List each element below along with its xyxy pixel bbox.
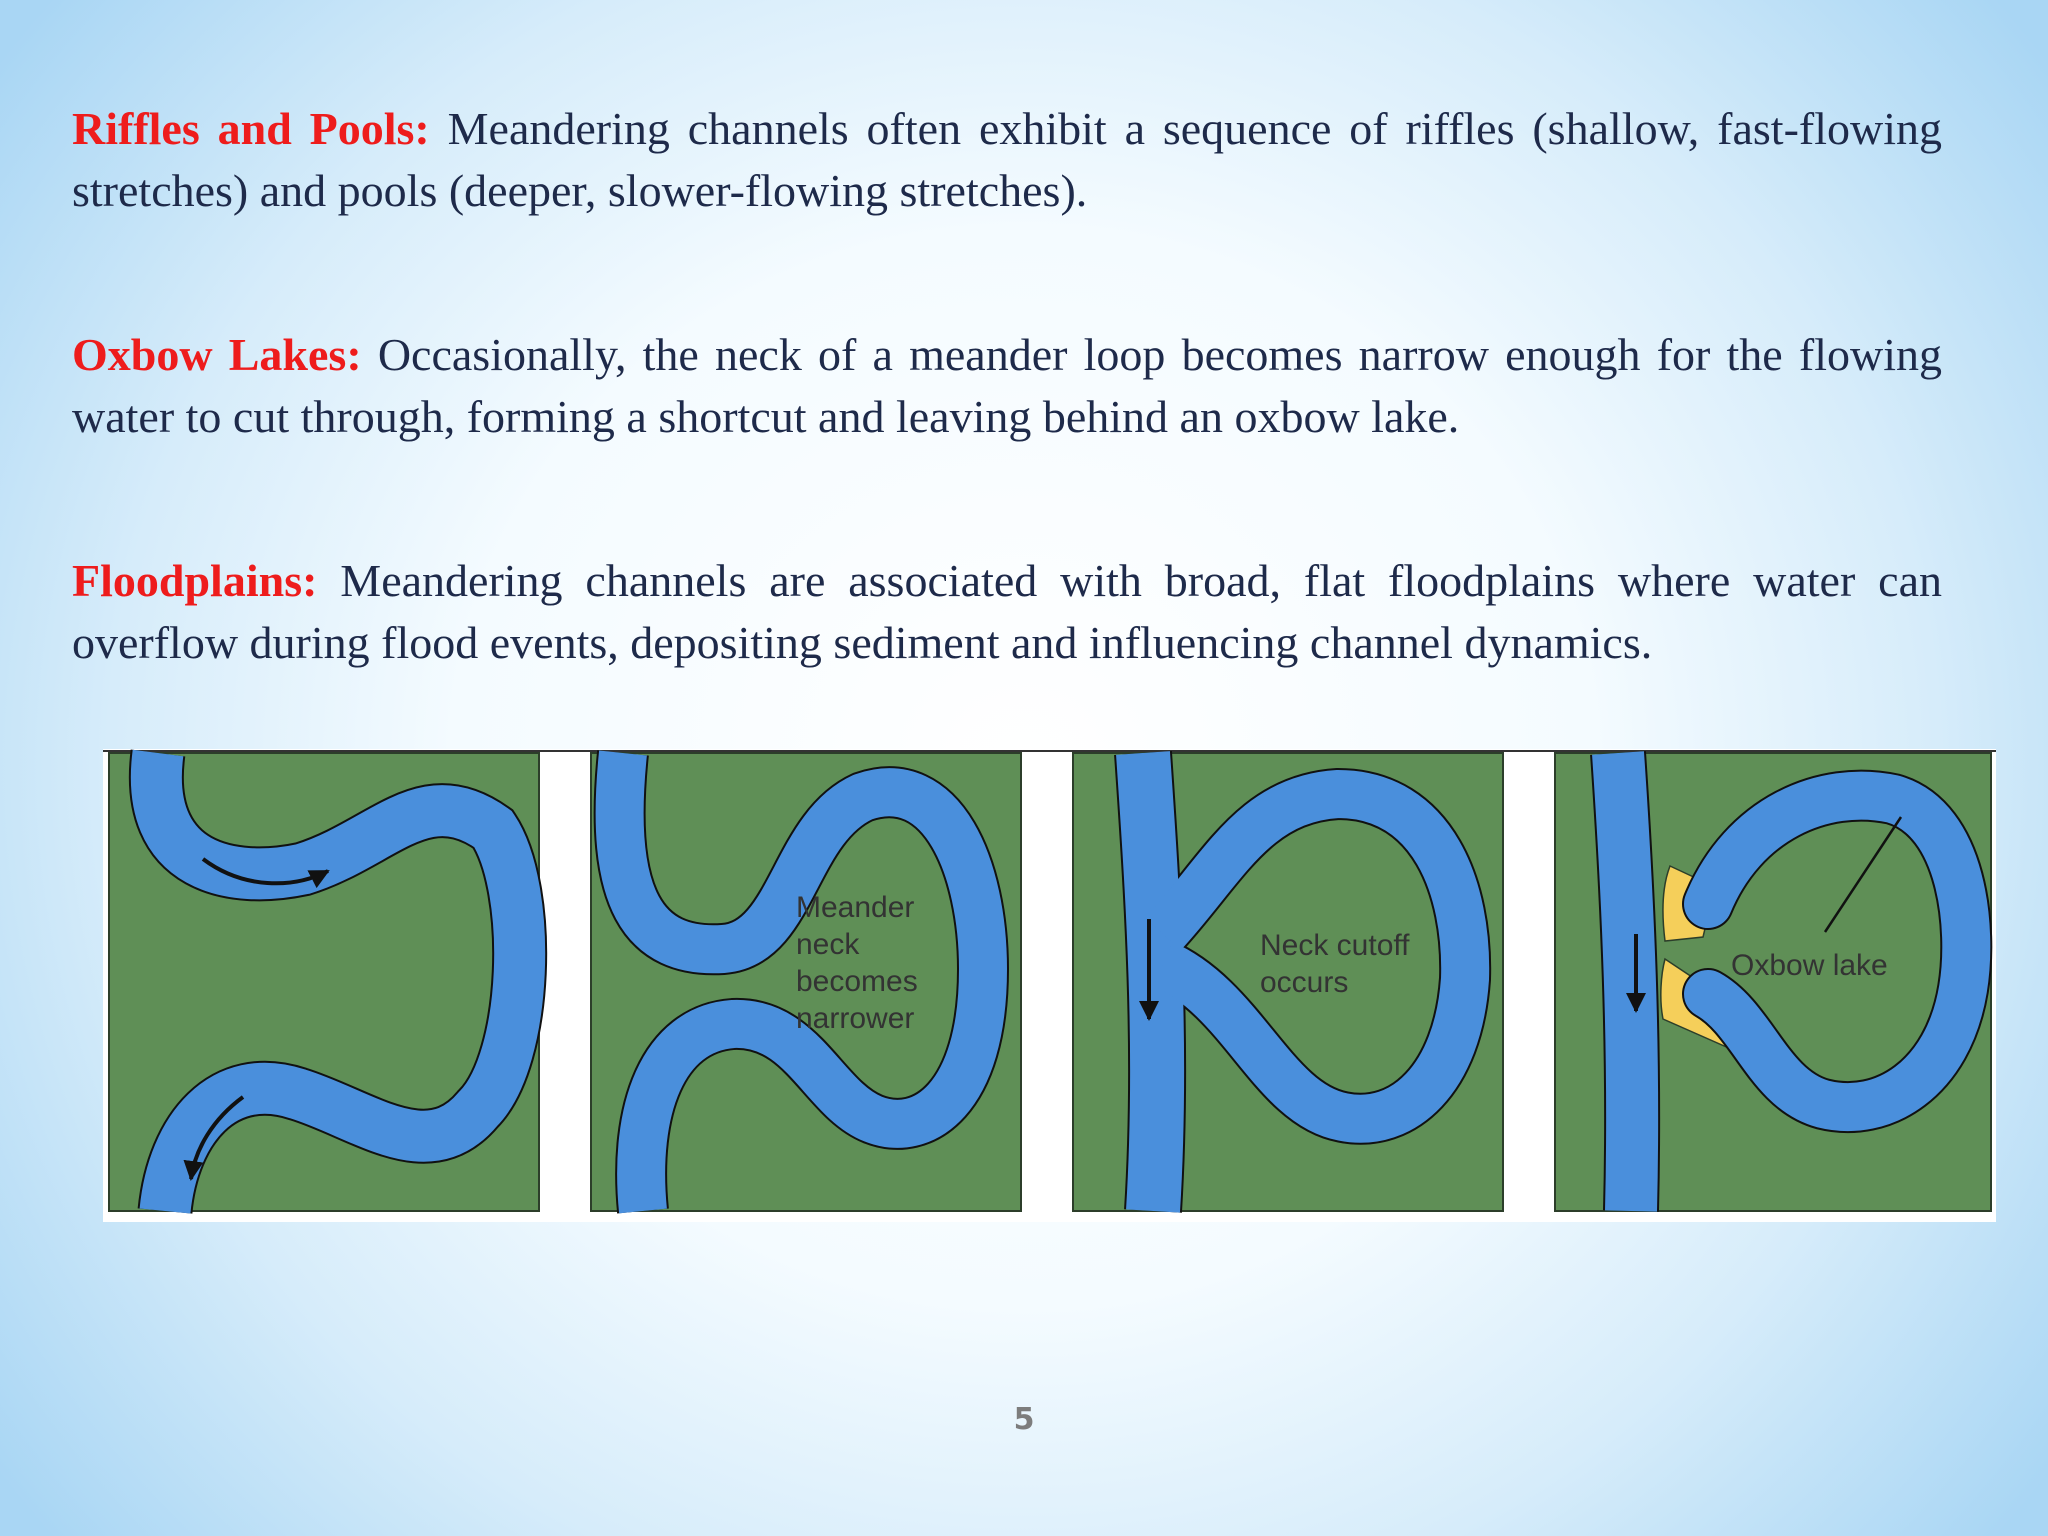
panel-2-neck-narrowing <box>591 753 1021 1211</box>
text-floodplains: Meandering channels are associated with broad, flat floodplains where water can overflow during flood events, depositing sediment and influencing channel dynamics. <box>72 555 1942 668</box>
label-oxbow-lake: Oxbow lake <box>1731 949 1888 982</box>
term-riffles-and-pools: Riffles and Pools: <box>72 103 430 154</box>
text-riffles-and-pools: Meandering channels often exhibit a sequence of riffles (shallow, fast-flowing stretches) and pools (deeper, slower-flowing stretches). <box>72 103 1943 216</box>
page-number: 5 <box>1013 1402 1035 1437</box>
paragraph-floodplains <box>72 550 1942 674</box>
meander-cutoff-diagram <box>103 749 1996 1222</box>
label-meander-neck: Meander neck becomes narrower <box>796 891 918 1035</box>
label-neck-cutoff: Neck cutoff occurs <box>1260 929 1410 999</box>
panel-1-meander <box>109 753 539 1211</box>
paragraph-oxbow-lakes <box>72 324 1942 448</box>
text-oxbow-lakes: Occasionally, the neck of a meander loop becomes narrow enough for the flowing water to cut through, forming a shortcut and leaving behind an oxbow lake. <box>72 329 1942 442</box>
term-floodplains: Floodplains: <box>72 555 318 606</box>
panel-4-oxbow-lake <box>1555 753 1991 1211</box>
term-oxbow-lakes: Oxbow Lakes: <box>72 329 362 380</box>
paragraph-riffles-and-pools <box>72 98 1942 222</box>
panel-3-neck-cutoff <box>1073 753 1503 1211</box>
